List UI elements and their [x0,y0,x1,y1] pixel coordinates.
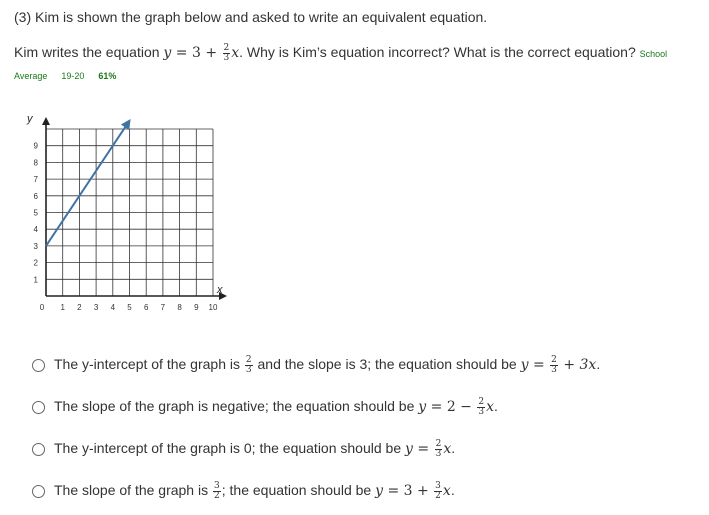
option-1-eq-rel: = [528,357,550,374]
x-tick-label: 3 [93,303,99,312]
average-label: Average [14,71,48,81]
kim-eq-var: y [163,45,172,62]
kim-eq-frac-den: 3 [223,53,230,63]
option-2-eq-rel: = 2 − [426,399,477,416]
option-3-post: . [451,440,456,457]
question-intro: (3) Kim is shown the graph below and asked to write an equivalent equation. [14,9,488,25]
grid [46,129,213,296]
y-tick-label: 5 [33,208,38,218]
option-1-eq-var: y [520,357,529,374]
option-4-mid: ; the equation should be [221,482,376,499]
x-tick-label: 9 [194,303,199,312]
x-tick-label: 10 [208,303,218,312]
option-4-frac-den: 2 [214,491,220,501]
y-tick-label: 8 [33,158,38,168]
radio-button[interactable] [32,401,45,414]
option-4-eq-rel: = 3 + [383,483,434,500]
option-1-frac-num: 2 [245,355,252,365]
option-3-eq-frac-num: 2 [435,439,442,449]
school-label: School [639,49,668,60]
option-1-frac [245,356,253,375]
option-3-pre: The y-intercept of the graph is 0; the equation should be [54,440,406,457]
answer-option-2[interactable] [32,398,498,417]
plotted-line [46,121,130,246]
radio-button[interactable] [32,359,45,372]
x-tick-label: 6 [143,303,149,312]
x-tick-label: 5 [127,303,132,312]
answer-option-3[interactable] [32,440,455,459]
option-4-eq-frac-num: 3 [435,481,441,491]
option-4-eq-frac-den: 2 [435,491,441,501]
kim-eq-tail: x [231,45,240,62]
x-tick-label: 7 [160,303,166,312]
radio-button[interactable] [32,485,45,498]
question-prompt [14,44,667,63]
option-text [54,356,600,375]
option-3-eq-rel: = [412,441,434,458]
option-1-mid: and the slope is 3; the equation should be [253,356,521,373]
x-tick-label: 1 [60,303,65,312]
option-text [54,440,455,459]
option-1-eq-frac-den: 3 [551,365,557,375]
option-4-eq-tail: x [442,483,451,500]
stats-line [14,71,116,81]
option-2-eq-var: y [418,399,427,416]
option-2-eq-frac-num: 2 [478,397,485,407]
answer-option-4[interactable] [32,482,455,501]
y-tick-label: 6 [33,191,38,201]
option-4-post: . [450,482,455,499]
y-axis-label: y [27,113,33,125]
option-3-eq-frac [435,440,443,459]
option-2-eq-frac [477,398,485,417]
option-3-eq-var: y [405,441,413,458]
option-1-eq-tail: + 3x [558,357,597,374]
option-3-eq-tail: x [443,441,452,458]
kim-eq-rel: = 3 + [171,45,222,62]
y-tick-label: 7 [33,175,38,185]
x-tick-label: 8 [177,303,182,312]
y-tick-label: 4 [33,225,38,235]
option-text [54,482,455,501]
radio-button[interactable] [32,443,45,456]
x-tick-label: 2 [77,303,82,312]
answer-option-1[interactable] [32,356,600,375]
percent-label: 61% [98,71,117,81]
option-4-frac-num: 3 [214,481,220,491]
option-1-eq-frac [550,356,558,375]
year-label: 19-20 [61,71,85,81]
option-2-eq-tail: x [486,399,494,416]
coordinate-graph [0,100,240,325]
y-tick-label: 9 [33,141,38,151]
option-1-eq-frac-num: 2 [551,355,557,365]
option-1-pre: The y-intercept of the graph is [54,356,244,373]
x-tick-label: 4 [110,303,116,312]
option-4-pre: The slope of the graph is [54,482,212,499]
option-text [54,398,498,417]
option-1-post: . [596,356,601,373]
kim-eq-fraction [223,44,231,63]
option-4-eq-var: y [375,483,383,500]
y-tick-label: 1 [33,275,38,285]
option-2-pre: The slope of the graph is negative; the equation should be [54,398,419,415]
option-3-eq-frac-den: 3 [435,449,442,459]
graph-line [46,121,130,246]
y-tick-label: 3 [33,241,38,251]
kim-eq-frac-num: 2 [223,43,230,53]
option-2-post: . [494,398,498,415]
prompt-end: . Why is Kim’s equation incorrect? What is the correct equation? [239,44,636,61]
option-4-eq-frac [434,482,442,501]
option-1-frac-den: 3 [245,365,252,375]
prompt-start: Kim writes the equation [14,44,164,61]
x-tick-label: 0 [39,303,45,312]
x-axis-label: x [217,284,223,296]
option-4-frac [213,482,221,501]
option-2-eq-frac-den: 3 [478,407,485,417]
y-tick-label: 2 [33,258,38,268]
